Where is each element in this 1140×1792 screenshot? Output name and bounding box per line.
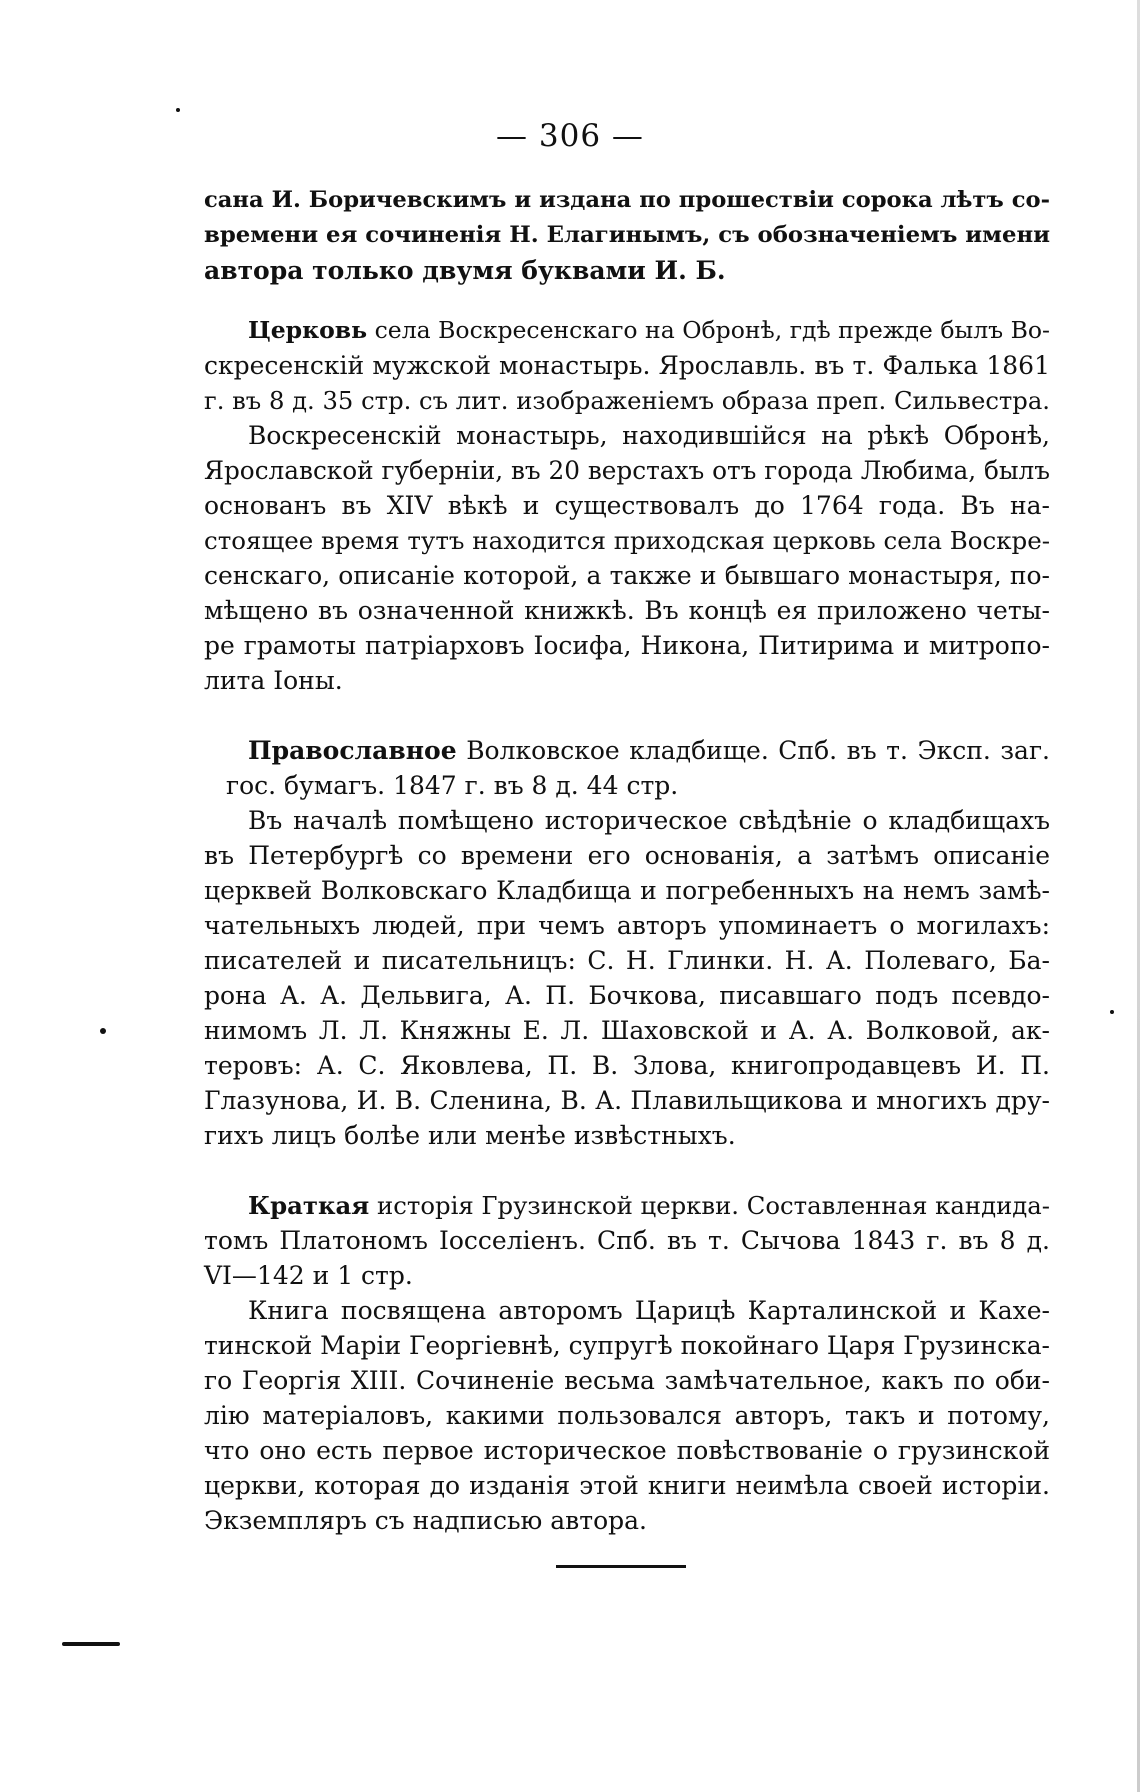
- text-line: основанъ въ XIV вѣкѣ и существовалъ до 1764 года. Въ на-: [204, 491, 1050, 520]
- text-line: писателей и писательницъ: С. Н. Глинки. Н. А. Полеваго, Ба-: [204, 946, 1050, 975]
- text-line: томъ Платономъ Іосселіенъ. Спб. въ т. Сычова 1843 г. въ 8 д.: [204, 1226, 1050, 1255]
- text-line: стоящее время тутъ находится приходская церковь села Воскре-: [204, 526, 1050, 555]
- text-line: рона А. А. Дельвига, А. П. Бочкова, писавшаго подъ псевдо-: [204, 981, 1050, 1010]
- text-line: г. въ 8 д. 35 стр. съ лит. изображеніемъ образа преп. Сильвестра.: [204, 386, 1050, 415]
- text-fragment: исторія Грузинской церкви. Составленная кандида-: [377, 1191, 1051, 1220]
- ink-speck: [100, 1028, 106, 1034]
- entry-heading-line: [204, 313, 1050, 348]
- text-line: теровъ: А. С. Яковлева, П. В. Злова, книгопродавцевъ И. П.: [204, 1051, 1050, 1080]
- text-line: сенскаго, описаніе которой, а также и бывшаго монастыря, по-: [204, 561, 1050, 590]
- text-fragment: Волковское кладбище. Спб. въ т. Эксп. заг.: [466, 736, 1050, 765]
- text-line: лита Іоны.: [204, 666, 343, 695]
- entry-georgian-church: [204, 1188, 1050, 1538]
- entry-heading-line: [204, 733, 1050, 768]
- ink-speck: [1110, 1010, 1114, 1014]
- text-line: Ярославской губерніи, въ 20 верстахъ отъ города Любима, былъ: [204, 456, 1050, 485]
- text-line: Въ началѣ помѣщено историческое свѣдѣніе о кладбищахъ: [248, 806, 1050, 835]
- entry-title: Церковь: [248, 316, 368, 344]
- text-line: го Георгія XIII. Сочиненіе весьма замѣчательное, какъ по оби-: [204, 1366, 1050, 1395]
- text-line: нимомъ Л. Л. Княжны Е. Л. Шаховской и А. А. Волковой, ак-: [204, 1016, 1050, 1045]
- text-line: VI—142 и 1 стр.: [204, 1261, 413, 1290]
- margin-mark: [62, 1642, 120, 1646]
- text-line: времени ея сочиненія Н. Елагинымъ, съ обозначеніемъ имени: [204, 222, 1051, 248]
- ink-speck: [176, 108, 180, 112]
- entry-church: [204, 313, 1050, 698]
- text-line: Глазунова, И. В. Сленина, В. А. Плавильщикова и многихъ дру-: [204, 1086, 1050, 1115]
- page-number: — 306 —: [496, 118, 644, 154]
- text-line: церкви, которая до изданія этой книги неимѣла своей исторіи.: [204, 1471, 1050, 1500]
- text-line: лію матеріаловъ, какими пользовался авторъ, такъ и потому,: [204, 1401, 1050, 1430]
- entry-cemetery: [204, 733, 1050, 1153]
- text-line: мѣщено въ означенной книжкѣ. Въ концѣ ея приложено четы-: [204, 596, 1050, 625]
- text-fragment: села Воскресенскаго на Обронѣ, гдѣ прежде былъ Во-: [374, 316, 1050, 344]
- paragraph-continuation: [204, 183, 1050, 288]
- entry-heading-line: [204, 1188, 1050, 1223]
- entry-title: Православное: [248, 736, 457, 765]
- text-line: Экземпляръ съ надписью автора.: [204, 1506, 647, 1535]
- text-line: въ Петербургѣ со времени его основанія, а затѣмъ описаніе: [204, 841, 1050, 870]
- text-line: гос. бумагъ. 1847 г. въ 8 д. 44 стр.: [226, 771, 679, 800]
- text-line: Воскресенскій монастырь, находившійся на рѣкѣ Обронѣ,: [248, 421, 1050, 450]
- text-line: Книга посвящена авторомъ Царицѣ Карталинской и Кахе-: [248, 1296, 1050, 1325]
- text-line: ре грамоты патріарховъ Іосифа, Никона, Питирима и митропо-: [204, 631, 1050, 660]
- text-line: сана И. Боричевскимъ и издана по прошествіи сорока лѣтъ со-: [204, 187, 1050, 213]
- entry-title: Краткая: [248, 1191, 370, 1220]
- text-line: автора только двумя буквами И. Б.: [204, 256, 726, 285]
- text-line: гихъ лицъ болѣе или менѣе извѣстныхъ.: [204, 1121, 736, 1150]
- text-line: тинской Маріи Георгіевнѣ, супругѣ покойнаго Царя Грузинска-: [204, 1331, 1050, 1360]
- text-line: чательныхъ людей, при чемъ авторъ упоминаетъ о могилахъ:: [204, 911, 1050, 940]
- text-line: что оно есть первое историческое повѣствованіе о грузинской: [204, 1436, 1050, 1465]
- text-line: церквей Волковскаго Кладбища и погребенныхъ на немъ замѣ-: [204, 876, 1050, 905]
- text-line: скресенскій мужской монастырь. Ярославль. въ т. Фалька 1861: [204, 351, 1050, 380]
- end-rule: [556, 1565, 686, 1568]
